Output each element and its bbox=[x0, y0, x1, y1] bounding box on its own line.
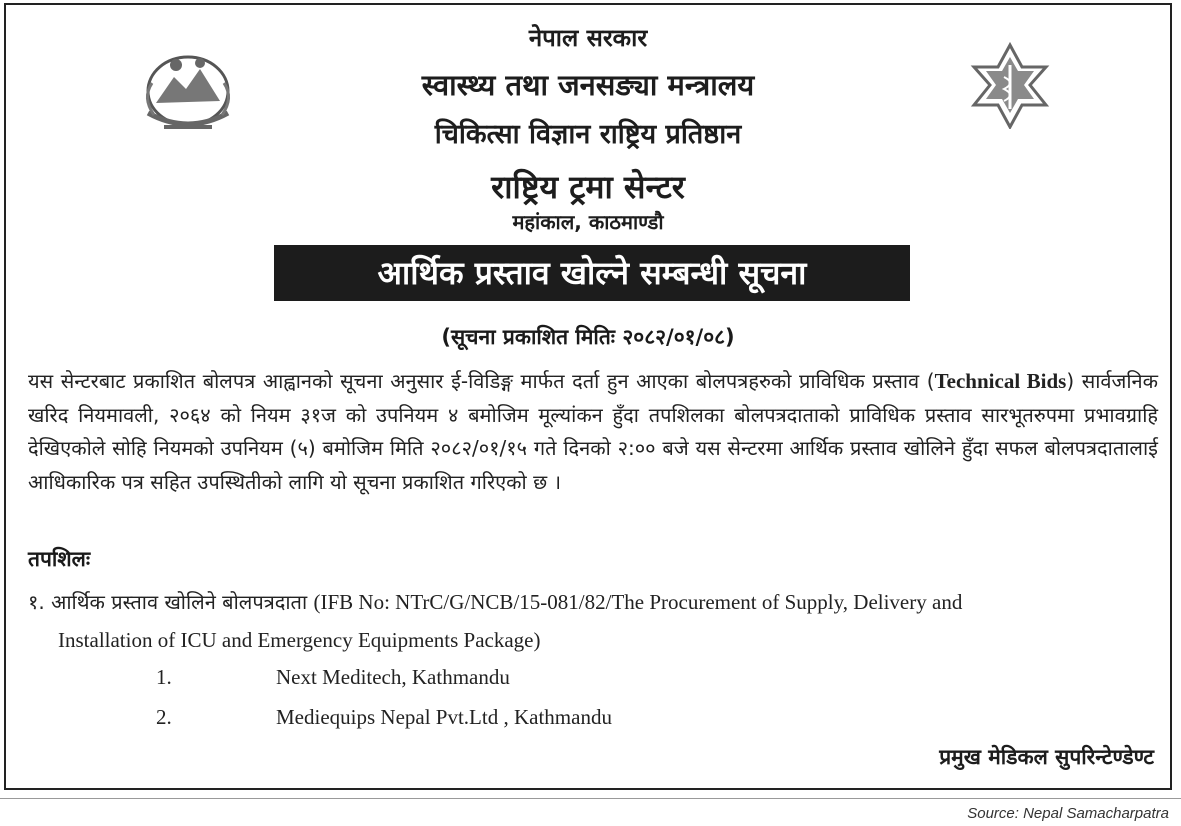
source-credit: Source: Nepal Samacharpatra bbox=[967, 805, 1169, 822]
item-1-prefix: १. आर्थिक प्रस्ताव खोलिने बोलपत्रदाता bbox=[28, 590, 308, 614]
schedule-label: तपशिलः bbox=[28, 547, 91, 571]
body-part-2: ) सार्वजनिक खरिद नियमावली, २०६४ को नियम ३१ज को उपनियम ४ बमोजिम मूल्यांकन हुँदा तपशिलका बोलपत्रदाताको प्राविधिक प्रस्ताव सारभूतरुपमा प्रभावग्राहि देखिएकोले सोहि नियमको उपनियम (५) बमोजिम मिति २०८२/०१/१५ गते दिनको २:०० बजे यस सेन्टरमा आर्थिक प्रस्ताव खोलिने हुँदा सफल बोलपत्रदातालाई आधिकारिक पत्र सहित उपस्थितीको लागि यो सूचना प्रकाशित गरिएको छ । bbox=[28, 369, 1159, 494]
institute-name: चिकित्सा विज्ञान राष्ट्रिय प्रतिष्ठान bbox=[434, 119, 742, 150]
bidder-1-number: 1. bbox=[156, 665, 172, 689]
body-part-1: यस सेन्टरबाट प्रकाशित बोलपत्र आह्वानको सूचना अनुसार ई-विडिङ्ग मार्फत दर्ता हुन आएका बोलपत्रहरुको प्राविधिक प्रस्ताव ( bbox=[28, 369, 935, 393]
location: महांकाल, काठमाण्डौ bbox=[512, 210, 664, 234]
notice-body bbox=[28, 365, 1158, 499]
bidder-1-name: Next Meditech, Kathmandu bbox=[276, 665, 510, 689]
item-1-line-2: Installation of ICU and Emergency Equipments Package) bbox=[58, 628, 541, 652]
bidder-2-name: Mediequips Nepal Pvt.Ltd , Kathmandu bbox=[276, 705, 612, 729]
signature-title: प्रमुख मेडिकल सुपरिन्टेण्डेण्ट bbox=[939, 745, 1154, 769]
notice-title: आर्थिक प्रस्ताव खोल्ने सम्बन्धी सूचना bbox=[274, 245, 910, 301]
published-date: (सूचना प्रकाशित मितिः २०८२/०१/०८) bbox=[441, 325, 735, 349]
ministry-name: स्वास्थ्य तथा जनसङ्या मन्त्रालय bbox=[421, 68, 755, 102]
schedule-item-1 bbox=[28, 583, 1158, 621]
technical-bids-term: Technical Bids bbox=[934, 369, 1067, 393]
notice-document bbox=[4, 3, 1172, 790]
bottom-divider bbox=[0, 798, 1181, 799]
center-name: राष्ट्रिय ट्रमा सेन्टर bbox=[491, 168, 685, 206]
government-name: नेपाल सरकार bbox=[528, 24, 648, 52]
item-1-ifb: (IFB No: NTrC/G/NCB/15-081/82/The Procurement of Supply, Delivery and bbox=[313, 590, 963, 614]
bidder-2-number: 2. bbox=[156, 705, 172, 729]
